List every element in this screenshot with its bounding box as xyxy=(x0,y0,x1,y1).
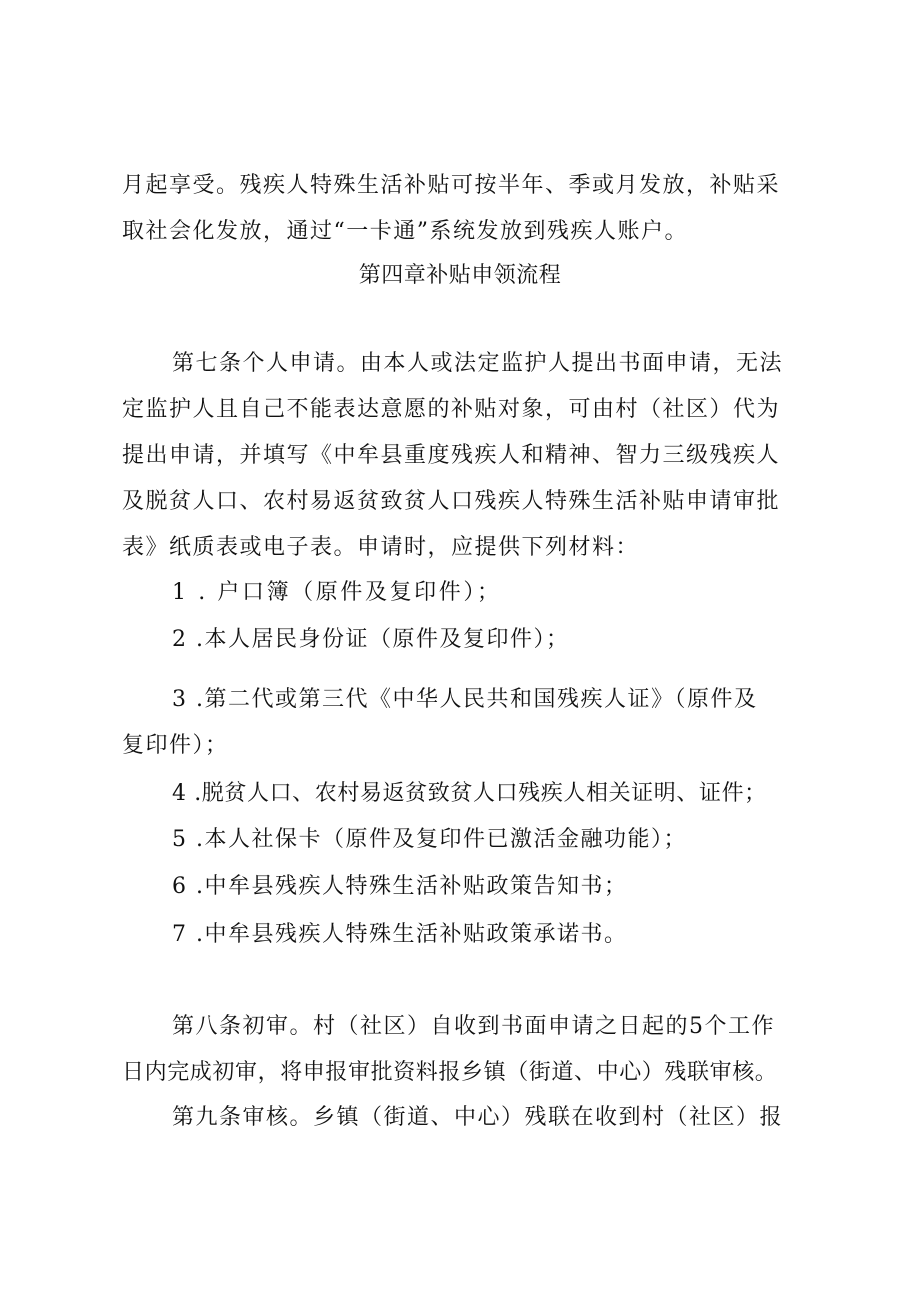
article-9-line: 第九条审核。乡镇（街道、中心）残联在收到村（社区）报 xyxy=(172,1105,784,1130)
material-item: 1 . 户口簿（原件及复印件）； xyxy=(172,580,502,605)
paragraph-line: 月起享受。残疾人特殊生活补贴可按半年、季或月发放，补贴采 xyxy=(122,173,781,198)
article-8-line: 第八条初审。村（社区）自收到书面申请之日起的5个工作 xyxy=(172,1014,775,1039)
article-8-line: 日内完成初审，将申报审批资料报乡镇（街道、中心）残联审核。 xyxy=(122,1060,778,1085)
material-item: 3 .第二代或第三代《中华人民共和国残疾人证》（原件及 xyxy=(172,687,758,712)
chapter-title: 第四章补贴申领流程 xyxy=(358,263,562,288)
material-item-continuation: 复印件）； xyxy=(122,733,229,758)
paragraph-line: 取社会化发放，通过“一卡通”系统发放到残疾人账户。 xyxy=(122,219,688,244)
material-item: 4 .脱贫人口、农村易返贫致贫人口残疾人相关证明、证件； xyxy=(172,781,767,806)
material-item: 6 .中牟县残疾人特殊生活补贴政策告知书； xyxy=(172,874,628,899)
article-7-line: 提出申请，并填写《中牟县重度残疾人和精神、智力三级残疾人 xyxy=(122,443,781,468)
material-item: 5 .本人社保卡（原件及复印件已激活金融功能）； xyxy=(172,827,687,852)
article-7-line: 表》纸质表或电子表。申请时，应提供下列材料： xyxy=(122,535,640,560)
material-item: 2 .本人居民身份证（原件及复印件）； xyxy=(172,627,570,652)
article-7-line: 及脱贫人口、农村易返贫致贫人口残疾人特殊生活补贴申请审批 xyxy=(122,489,781,514)
article-7-line: 定监护人且自己不能表达意愿的补贴对象，可由村（社区）代为 xyxy=(122,397,781,422)
article-7-line: 第七条个人申请。由本人或法定监护人提出书面申请，无法 xyxy=(172,351,784,376)
material-item: 7 .中牟县残疾人特殊生活补贴政策承诺书。 xyxy=(172,922,628,947)
